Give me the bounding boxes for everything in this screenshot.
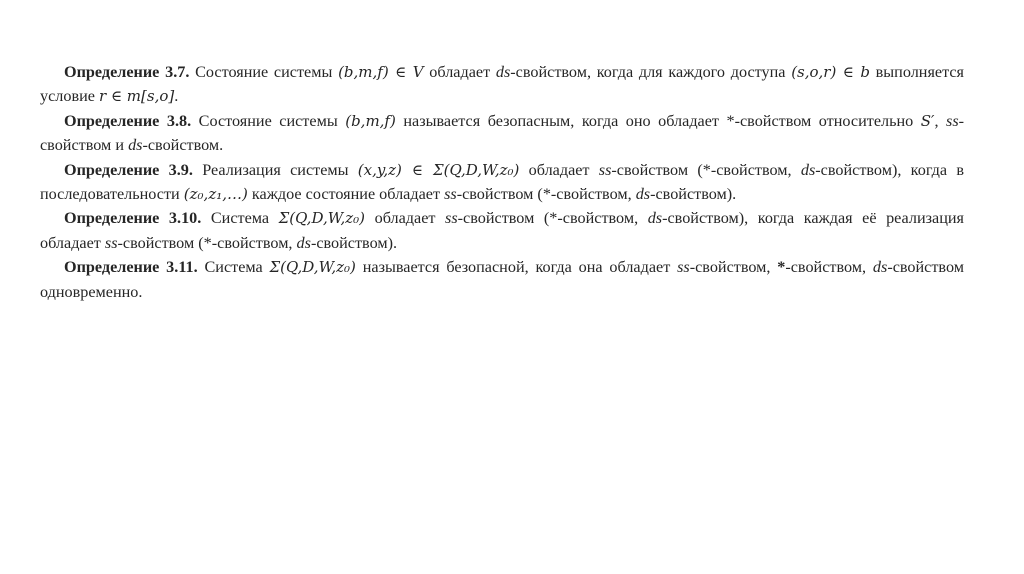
definition-paragraph <box>40 109 964 158</box>
math-expression: (z₀,z₁,…) <box>183 185 248 204</box>
property-name: ss <box>946 111 959 130</box>
body-text: обладает <box>519 160 599 179</box>
definition-term: Определение 3.7. <box>64 63 190 81</box>
definition-paragraph <box>40 158 964 207</box>
body-text: -свойством (*-свойством, <box>457 209 648 228</box>
definition-term: Определение 3.11. <box>64 258 198 277</box>
math-expression: Σ(Q,D,W,z₀) <box>278 209 366 228</box>
body-text: . <box>174 87 179 106</box>
property-name: ds <box>635 185 651 204</box>
property-name: ss <box>444 185 457 204</box>
body-text: -свойством, <box>689 258 778 277</box>
body-text: называется безопасным, когда оно обладает *-свойством относительно <box>395 111 921 130</box>
body-text: -свойством (*-свойством, <box>456 185 636 204</box>
body-text: Система <box>201 209 279 228</box>
star-symbol: * <box>777 258 786 277</box>
property-name: ds <box>872 258 888 277</box>
body-text: Система <box>197 258 270 277</box>
definition-term: Определение 3.9. <box>64 160 193 179</box>
body-text: называется безопасной, когда она обладает <box>355 258 678 277</box>
math-expression: (b,m,f) <box>345 111 396 130</box>
property-name: ss <box>104 233 118 252</box>
body-text: -свойством одновременно. <box>40 258 964 301</box>
math-expression: (s,o,r) ∈ b <box>791 63 870 81</box>
body-text: Состояние системы <box>191 111 346 130</box>
math-expression: S′ <box>920 111 935 130</box>
math-expression: r ∈ m[s,o] <box>99 87 175 106</box>
body-text: -свойством). <box>650 185 737 204</box>
definitions-block <box>40 60 964 304</box>
body-text: -свойством (*-свойством, <box>117 233 297 252</box>
math-expression: Σ(Q,D,W,z₀) <box>269 258 356 277</box>
body-text: -свойством, когда для каждого доступа <box>510 63 792 81</box>
property-name: ds <box>495 63 511 81</box>
property-name: ss <box>677 258 690 277</box>
property-name: ss <box>598 160 612 179</box>
math-expression: (b,m,f) ∈ V <box>338 63 424 81</box>
body-text: Состояние системы <box>189 63 339 81</box>
definition-paragraph <box>40 60 964 109</box>
body-text: обладает <box>423 63 496 81</box>
definition-term: Определение 3.8. <box>64 111 192 130</box>
body-text: -свойством (*-свойством, <box>611 160 801 179</box>
body-text: обладает <box>365 209 446 228</box>
math-expression: (x,y,z) ∈ Σ(Q,D,W,z₀) <box>357 160 520 179</box>
definition-paragraph <box>40 255 964 304</box>
body-text: каждое состояние обладает <box>247 185 445 204</box>
property-name: ds <box>296 233 311 252</box>
body-text: , <box>934 111 947 130</box>
property-name: ds <box>800 160 816 179</box>
body-text: -свойством). <box>310 233 398 252</box>
body-text: -свойством. <box>142 136 224 155</box>
definition-paragraph <box>40 206 964 255</box>
definition-term: Определение 3.10. <box>64 209 202 228</box>
body-text: Реализация системы <box>192 160 358 179</box>
body-text: -свойством), когда каждая её реализация обладает <box>40 209 964 252</box>
property-name: ds <box>128 136 143 155</box>
body-text: -свойством), когда в последовательности <box>40 160 964 204</box>
body-text: -свойством и <box>40 111 965 155</box>
body-text: выполняется условие <box>40 63 965 106</box>
body-text: -свойством, <box>785 258 873 277</box>
property-name: ss <box>445 209 458 228</box>
property-name: ds <box>647 209 663 228</box>
